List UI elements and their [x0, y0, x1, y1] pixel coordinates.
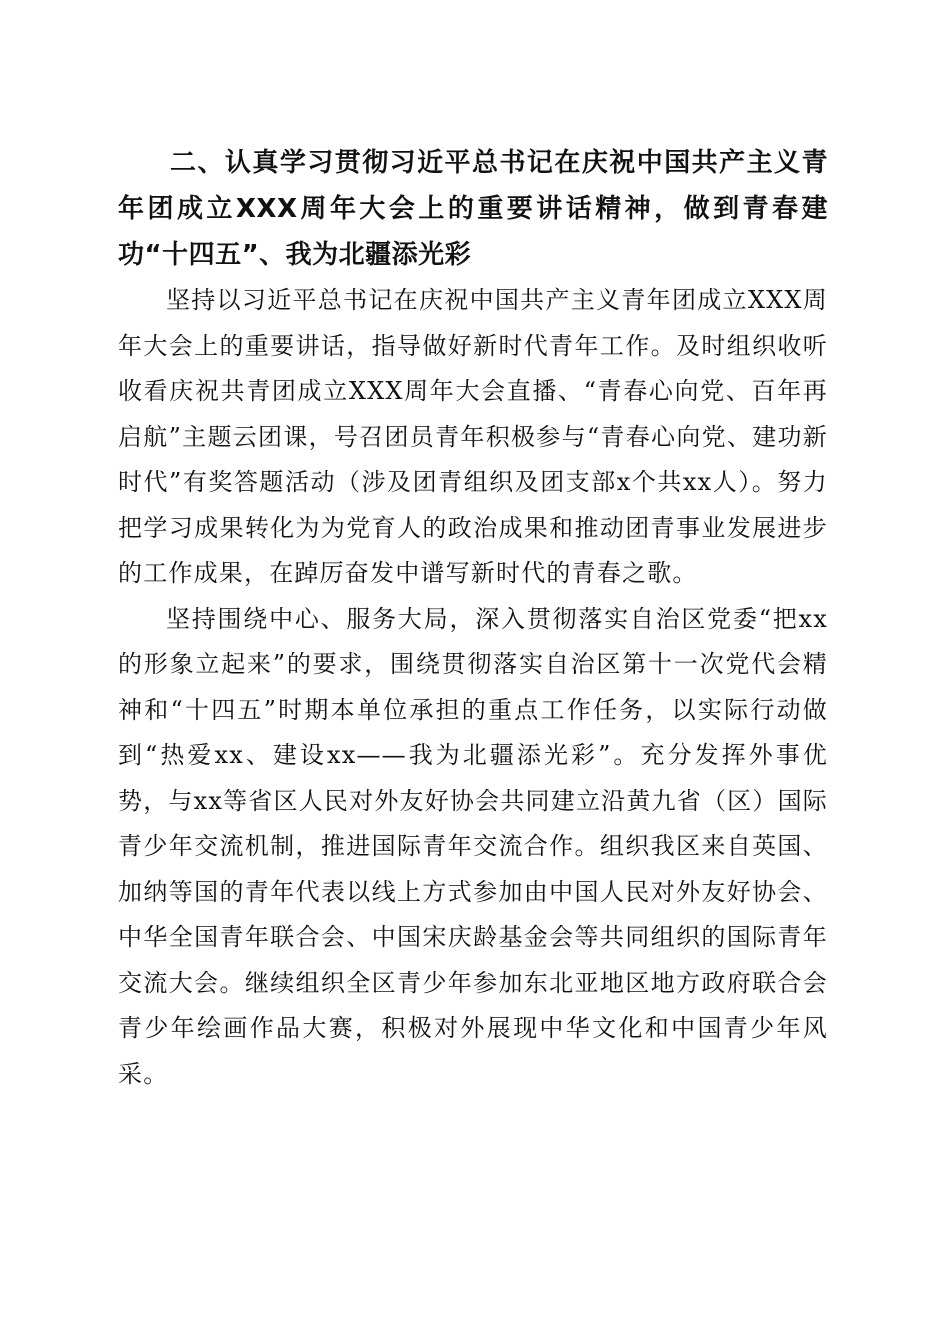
section-heading: 二、认真学习贯彻习近平总书记在庆祝中国共产主义青年团成立XXX周年大会上的重要讲话精神，做到青春建功“十四五”、我为北疆添光彩	[118, 148, 828, 270]
body-paragraph-2: 坚持围绕中心、服务大局，深入贯彻落实自治区党委“把xx的形象立起来”的要求，围绕贯彻落实自治区第十一次党代会精神和“十四五”时期本单位承担的重点工作任务，以实际行动做到“热爱xx、建设xx——我为北疆添光彩”。充分发挥外事优势，与xx等省区人民对外友好协会共同建立沿黄九省（区）国际青少年交流机制，推进国际青年交流合作。组织我区来自英国、加纳等国的青年代表以线上方式参加由中国人民对外友好协会、中华全国青年联合会、中国宋庆龄基金会等共同组织的国际青年交流大会。继续组织全区青少年参加东北亚地区地方政府联合会青少年绘画作品大赛，积极对外展现中华文化和中国青少年风采。	[118, 604, 828, 1088]
body-paragraph-1: 坚持以习近平总书记在庆祝中国共产主义青年团成立XXX周年大会上的重要讲话，指导做好新时代青年工作。及时组织收听收看庆祝共青团成立XXX周年大会直播、“青春心向党、百年再启航”主题云团课，号召团员青年积极参与“青春心向党、建功新时代”有奖答题活动（涉及团青组织及团支部x个共xx人）。努力把学习成果转化为为党育人的政治成果和推动团青事业发展进步的工作成果，在踔厉奋发中谱写新时代的青春之歌。	[118, 286, 828, 587]
document-body	[118, 140, 828, 1097]
